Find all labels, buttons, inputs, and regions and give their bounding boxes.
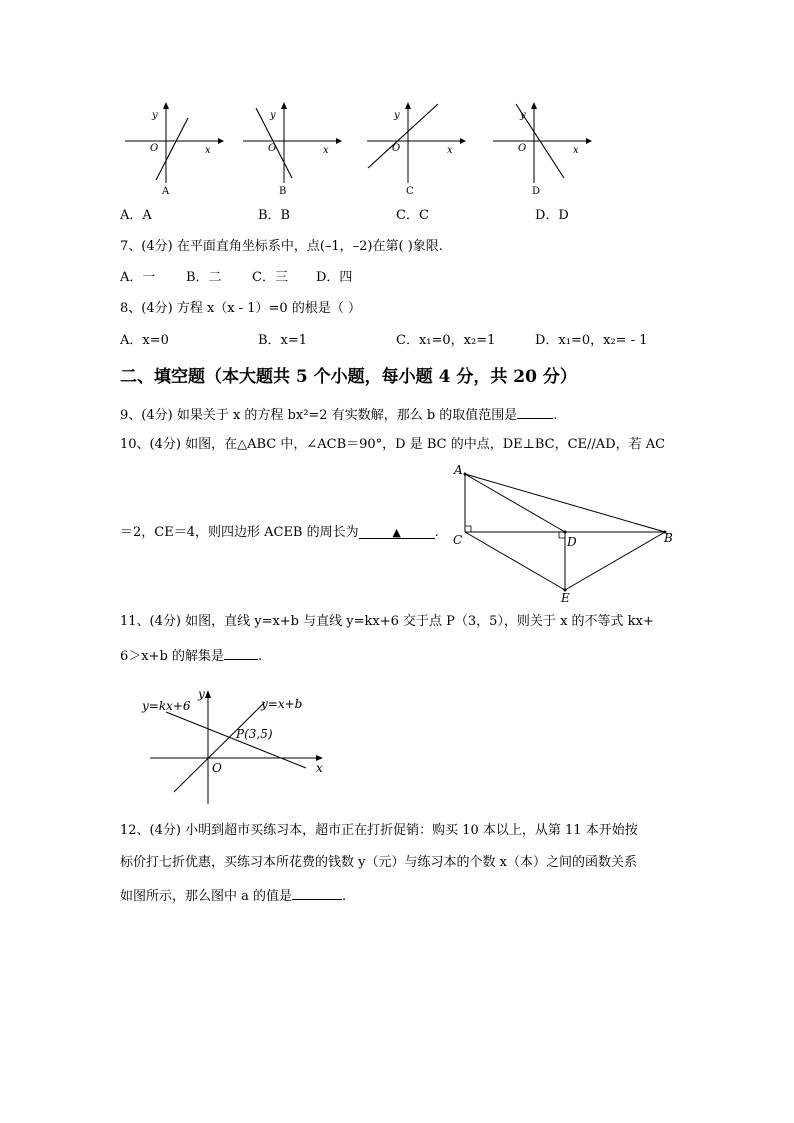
q6-option-c: C．C: [396, 208, 429, 223]
q6-graph-d: [488, 98, 600, 198]
section-2-heading: 二、填空题（本大题共 5 个小题，每小题 4 分，共 20 分）: [120, 367, 577, 387]
q11-line-1: 11、(4分) 如图，直线 y=x+b 与直线 y=kx+6 交于点 P（3，5），则关于 x 的不等式 kx+: [120, 614, 654, 629]
q9-end: .: [553, 408, 558, 423]
q8-option-a: A．x=0: [120, 333, 169, 348]
svg-text:D: D: [567, 535, 577, 549]
q12-line-3: [120, 885, 346, 906]
svg-text:y: y: [198, 687, 205, 701]
svg-text:x: x: [316, 761, 323, 775]
q6-option-b: B．B: [258, 208, 291, 223]
svg-text:B: B: [279, 186, 287, 197]
svg-text:O: O: [150, 143, 159, 154]
svg-text:x: x: [447, 145, 453, 156]
q12-end: .: [342, 889, 347, 904]
q8-stem: 8、(4分) 方程 x（x - 1）=0 的根是（ ）: [120, 301, 361, 316]
q9-text: 9、(4分) 如果关于 x 的方程 bx²=2 有实数解，那么 b 的取值范围是: [120, 408, 518, 423]
svg-text:x: x: [573, 145, 579, 156]
svg-text:O: O: [392, 143, 401, 154]
q11-figure: [140, 686, 340, 806]
svg-text:D: D: [532, 186, 541, 197]
q7-option-c: C．三: [252, 270, 288, 285]
svg-text:x: x: [323, 145, 329, 156]
q12-answer-blank[interactable]: [292, 885, 342, 900]
q8-option-c: C．x₁=0，x₂=1: [396, 333, 496, 348]
q10-line-2-text: ＝2，CE＝4，则四边形 ACEB 的周长为: [120, 525, 359, 540]
q6-option-a: A．A: [120, 208, 152, 223]
q12-line-2: 标价打七折优惠，买练习本所花费的钱数 y（元）与练习本的个数 x（本）之间的函数关系: [120, 855, 637, 870]
svg-text:A: A: [162, 186, 170, 197]
q10-answer-blank[interactable]: [359, 524, 435, 539]
q6-option-d: D．D: [535, 208, 569, 223]
q10-blank-mark: ▲: [392, 526, 401, 539]
svg-text:y=kx+6: y=kx+6: [142, 699, 191, 713]
q7-option-b: B．二: [186, 270, 222, 285]
svg-text:y: y: [270, 110, 276, 121]
q6-graph-options: [120, 98, 600, 198]
svg-text:y=x+b: y=x+b: [261, 697, 303, 711]
q11-end: .: [257, 649, 263, 664]
q9-stem: [120, 404, 557, 425]
svg-text:C: C: [406, 186, 414, 197]
q6-graph-b: [238, 98, 348, 198]
svg-text:O: O: [212, 761, 222, 775]
svg-text:x: x: [205, 145, 211, 156]
q12-line-3-text: 如图所示，那么图中 a 的值是: [120, 889, 293, 904]
q11-answer-blank[interactable]: [224, 645, 258, 660]
q10-line-2: [120, 524, 439, 542]
svg-text:B: B: [664, 531, 673, 545]
svg-text:E: E: [561, 591, 570, 605]
q11-line-2: [120, 645, 262, 666]
q10-line-1: 10、(4分) 如图，在△ABC 中，∠ACB＝90°，D 是 BC 的中点，DE⊥BC，CE//AD，若 AC: [120, 437, 666, 452]
svg-text:P(3,5): P(3,5): [236, 727, 273, 741]
q6-graph-c: [362, 98, 472, 198]
svg-text:y: y: [520, 110, 526, 121]
q7-stem: 7、(4分) 在平面直角坐标系中，点(–1，–2)在第( )象限.: [120, 239, 443, 254]
q8-option-d: D．x₁=0，x₂= - 1: [535, 333, 648, 348]
svg-text:O: O: [268, 143, 277, 154]
svg-text:O: O: [518, 143, 527, 154]
q6-graph-a: [120, 98, 230, 198]
q10-figure: [445, 460, 685, 606]
svg-text:y: y: [394, 110, 400, 121]
svg-text:A: A: [454, 463, 463, 477]
q12-line-1: 12、(4分) 小明到超市买练习本，超市正在打折促销：购买 10 本以上，从第 11 本开始按: [120, 823, 638, 838]
q7-option-d: D．四: [316, 270, 353, 285]
q9-answer-blank[interactable]: [517, 404, 553, 419]
q8-option-b: B．x=1: [258, 333, 308, 348]
q10-end: .: [434, 525, 439, 540]
svg-text:y: y: [152, 110, 158, 121]
q11-line-2-text: 6＞x+b 的解集是: [120, 649, 224, 664]
svg-text:C: C: [453, 533, 463, 547]
q7-option-a: A．一: [120, 270, 156, 285]
